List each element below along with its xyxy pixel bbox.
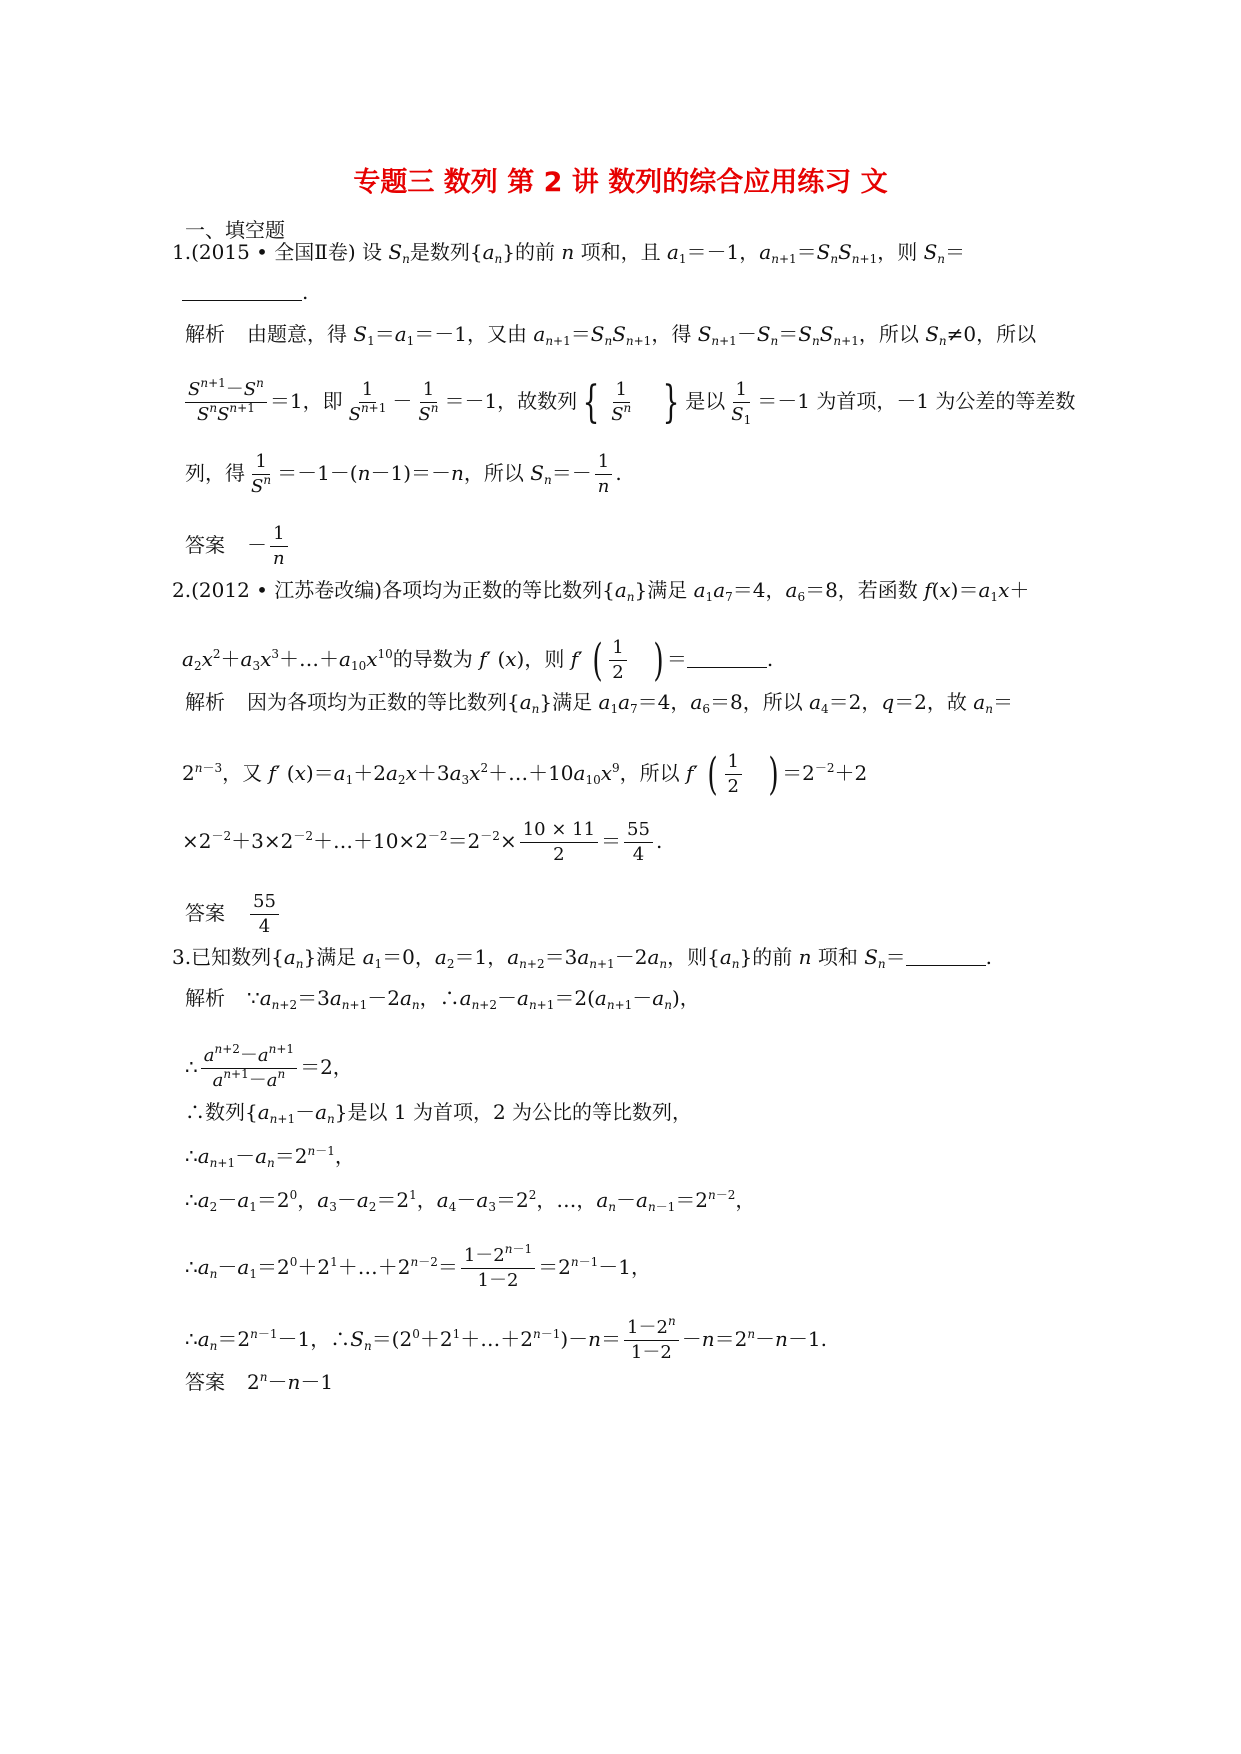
q1-answer-label: 答案: [185, 533, 225, 557]
q1-number: 1.: [172, 240, 192, 264]
q1-analysis-line2: $\frac{S^{n+1}-S^n}{S^nS^{n+1}}$ ＝1，即 $\frac{1}{S^{n+1}}$ － $\frac{1}{S^n}$ ＝－1，故数列 { $\frac{1}{S^n}$ } 是以 $\frac{1}{S_1}$ ＝－1 为首项，－1 为公差的等差数: [182, 378, 1075, 427]
q3-analysis-line1: 解析 $\because a_{n+2}=3a_{n+1}-2a_n$，$\therefore a_{n+2}-a_{n+1}=2(a_{n+1}-a_n)$，: [185, 986, 700, 1012]
q1-fraction: $\frac{S^{n+1}-S^n}{S^nS^{n+1}}$: [185, 378, 267, 427]
q1-analysis-line3: 列，得 $\frac{1}{S^n}$ ＝－1－(n－1)＝－n，所以 $S_n=-$ $\frac{1}{n}$ .: [185, 451, 622, 497]
q3-answer: 答案 $2^n-n-1$: [185, 1370, 334, 1394]
q1-source: (2015 • 全国Ⅱ卷): [191, 240, 356, 264]
q3-answer-label: 答案: [185, 1370, 225, 1394]
q2-analysis-line2: $2^{n-3}$，又 f′ $(x)=a_1+2a_2x+3a_3x^2+\dots+10a_{10}x^9$，所以 f′ ( $\frac{1}{2}$ ) $=2^{-2}+2$: [182, 748, 868, 800]
q1-answer-blank: .: [182, 280, 308, 304]
q3-analysis-label: 解析: [185, 986, 225, 1010]
q3-analysis-line2: ∴ $\frac{a^{n+2}-a^{n+1}}{a^{n+1}-a^n}$ ＝2，: [185, 1042, 353, 1091]
q3-analysis-line5: $\therefore a_2-a_1=2^0$，$a_3-a_2=2^1$，$a_4-a_3=2^2$，…，$a_n-a_{n-1}=2^{n-2}$，: [185, 1188, 756, 1214]
q3-stem: 3.已知数列$\{a_n\}$满足 $a_1=0$，$a_2=1$，$a_{n+2}=3a_{n+1}-2a_n$，则$\{a_n\}$的前 n 项和 $S_n=$ .: [172, 945, 993, 971]
q2-number: 2.: [172, 578, 192, 602]
q2-analysis-line1: 解析 因为各项均为正数的等比数列$\{a_n\}$满足 $a_1a_7=4$，$a_6=8$，所以 $a_4=2$，q＝2，故 $a_n=$: [185, 690, 1013, 716]
q2-answer: 答案 $\frac{55}{4}$: [185, 890, 282, 939]
q1-analysis-line1: 解析 由题意，得 $S_1=a_1=-1$，又由 $a_{n+1}=S_nS_{n+1}$，得 $S_{n+1}-S_n=S_nS_{n+1}$，所以 $S_n\ne 0$，所以: [185, 322, 1037, 348]
q1-answer: 答案 － $\frac{1}{n}$: [185, 522, 291, 571]
q3-analysis-line3: ∴数列$\{a_{n+1}-a_n\}$是以 1 为首项，2 为公比的等比数列，: [185, 1100, 693, 1126]
q2-stem-line2: $a_2x^2+a_3x^3+\dots+a_{10}x^{10}$的导数为 f′ (x)，则 f′ ( $\frac{1}{2}$ ) ＝ .: [182, 634, 774, 686]
q3-number: 3.: [172, 945, 192, 969]
q2-analysis-line3: $\times 2^{-2}+3\times 2^{-2}+\dots+10\times 2^{-2}=2^{-2}\times$ $\frac{10 \times 11}{2}$ ＝ $\frac{55}{4}$ .: [182, 819, 663, 865]
q1-stem-line1: 1.(2015 • 全国Ⅱ卷) 设 $S_n$是数列$\{a_n\}$的前 n 项和，且 $a_1=-1$，$a_{n+1}=S_nS_{n+1}$，则 $S_n=$: [172, 240, 966, 266]
q3-analysis-line7: $\therefore a_n=2^{n-1}-1$，$\therefore S_n=(2^0+2^1+\dots+2^{n-1})-n=$ $\frac{1-2^n}{1-2}$ $-n=2^n-n-1$.: [185, 1314, 828, 1363]
q2-stem-line1: 2.(2012 • 江苏卷改编)各项均为正数的等比数列$\{a_n\}$满足 $a_1a_7=4$，$a_6=8$，若函数 $f(x)=a_1x+$: [172, 578, 1030, 604]
q1-analysis-label: 解析: [185, 322, 225, 346]
q3-analysis-line4: $\therefore a_{n+1}-a_n=2^{n-1}$，: [185, 1144, 355, 1170]
q2-analysis-label: 解析: [185, 690, 225, 714]
page-title: 专题三 数列 第 2 讲 数列的综合应用练习 文: [353, 167, 888, 198]
section-heading: 一、填空题: [185, 218, 285, 242]
q2-source: (2012 • 江苏卷改编): [191, 578, 383, 602]
q2-answer-label: 答案: [185, 901, 225, 925]
q3-analysis-line6: $\therefore a_n-a_1=2^0+2^1+\dots+2^{n-2}=$ $\frac{1-2^{n-1}}{1-2}$ $=2^{n-1}-1$，: [185, 1242, 651, 1291]
